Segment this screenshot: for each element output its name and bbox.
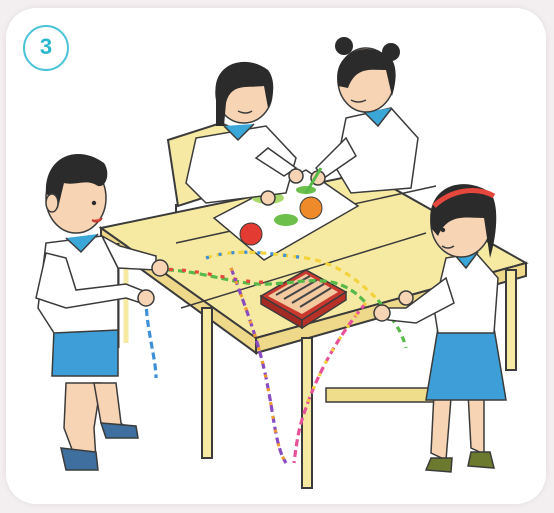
classroom-scene-illustration bbox=[6, 8, 546, 504]
step-number-badge bbox=[23, 25, 69, 71]
step-number: 3 bbox=[39, 34, 53, 59]
illustration-card bbox=[6, 8, 546, 504]
girl-coloring-figure bbox=[306, 37, 418, 193]
